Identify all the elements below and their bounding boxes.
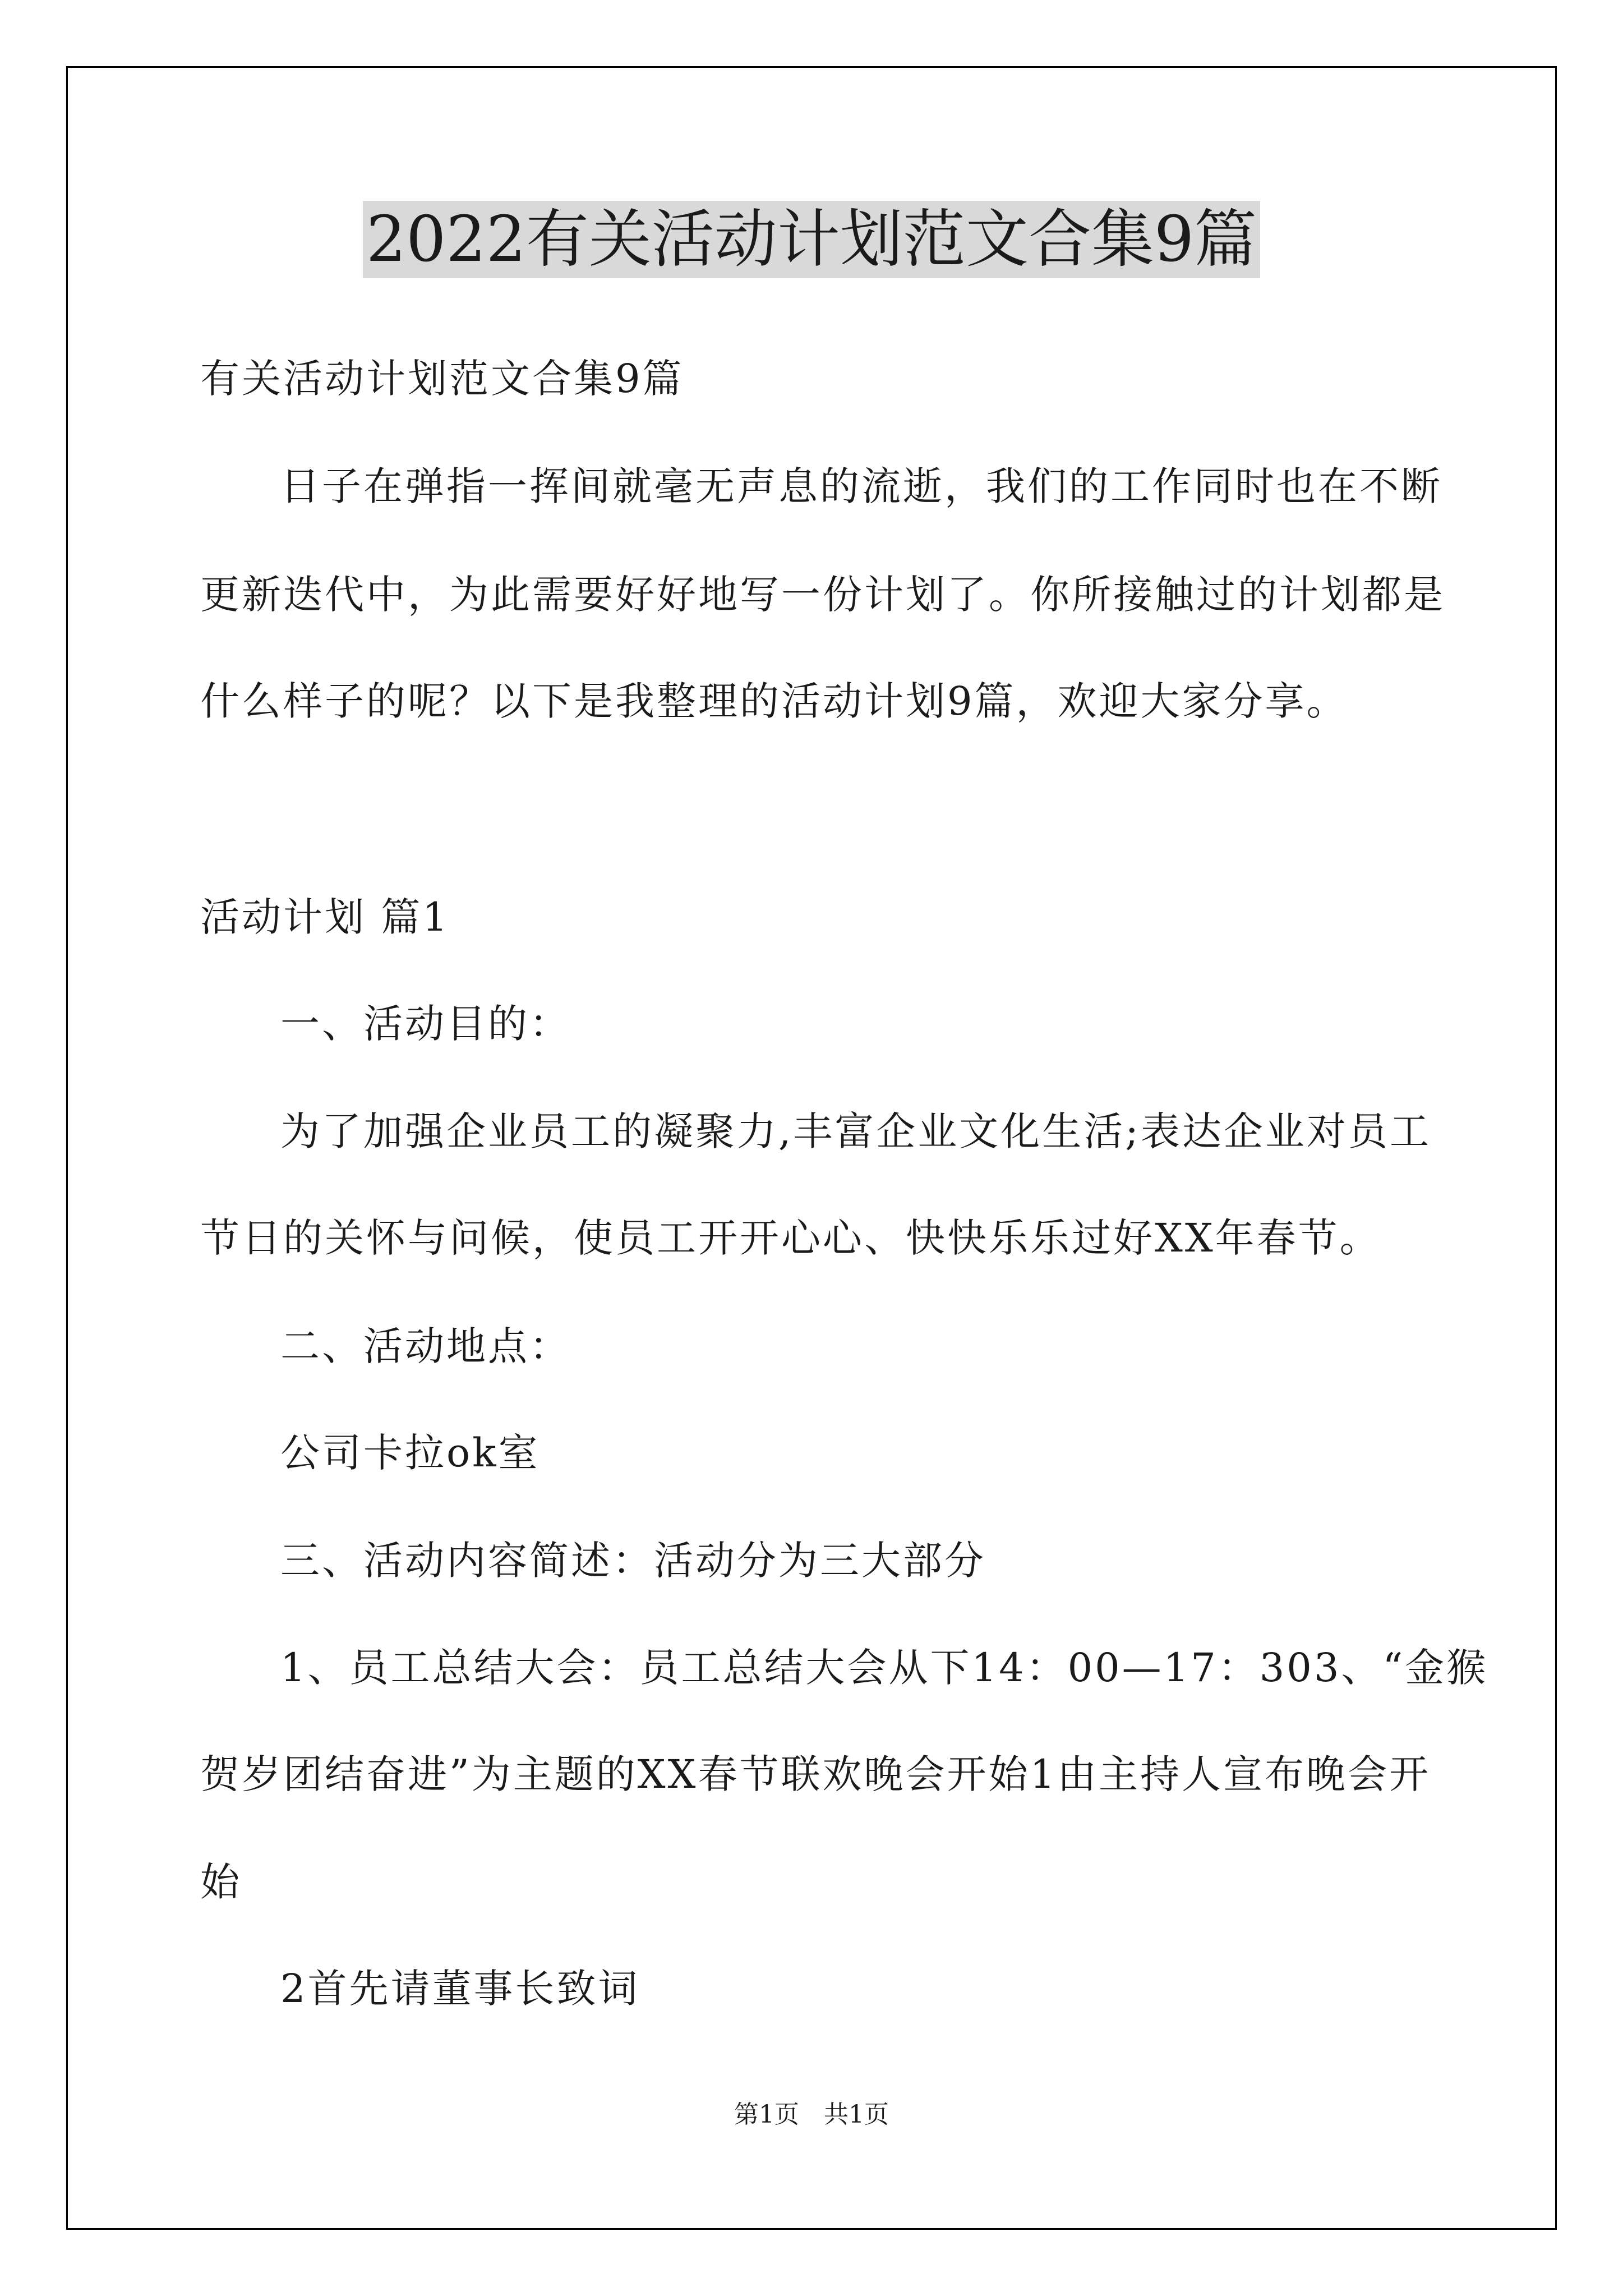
document-subtitle: 有关活动计划范文合集9篇 — [200, 356, 684, 402]
body-line-3: 节日的关怀与问候，使员工开开心心、快快乐乐过好XX年春节。 — [200, 1215, 1381, 1261]
body-line-2: 为了加强企业员工的凝聚力,丰富企业文化生活;表达企业对员工 — [280, 1108, 1431, 1154]
section-heading: 活动计划 篇1 — [200, 894, 450, 940]
intro-line-2: 更新迭代中，为此需要好好地写一份计划了。你所接触过的计划都是 — [200, 572, 1445, 618]
document-title — [0, 197, 1623, 282]
body-line-8: 贺岁团结奋进”为主题的XX春节联欢晚会开始1由主持人宣布晚会开 — [200, 1751, 1431, 1797]
intro-line-3: 什么样子的呢？以下是我整理的活动计划9篇，欢迎大家分享。 — [200, 678, 1348, 724]
page-footer: 第1页 共1页 — [734, 2100, 889, 2129]
intro-line-1: 日子在弹指一挥间就毫无声息的流逝，我们的工作同时也在不断 — [280, 463, 1442, 509]
body-line-4: 二、活动地点： — [280, 1323, 571, 1369]
body-line-10: 2首先请董事长致词 — [280, 1966, 640, 2012]
body-line-5: 公司卡拉ok室 — [280, 1430, 540, 1476]
body-line-9: 始 — [200, 1859, 242, 1905]
document-title-text: 2022有关活动计划范文合集9篇 — [363, 201, 1260, 278]
body-line-7: 1、员工总结大会：员工总结大会从下14：00—17：303、“金猴 — [280, 1645, 1488, 1691]
body-line-6: 三、活动内容简述：活动分为三大部分 — [280, 1538, 986, 1584]
body-line-1: 一、活动目的： — [280, 1001, 571, 1047]
